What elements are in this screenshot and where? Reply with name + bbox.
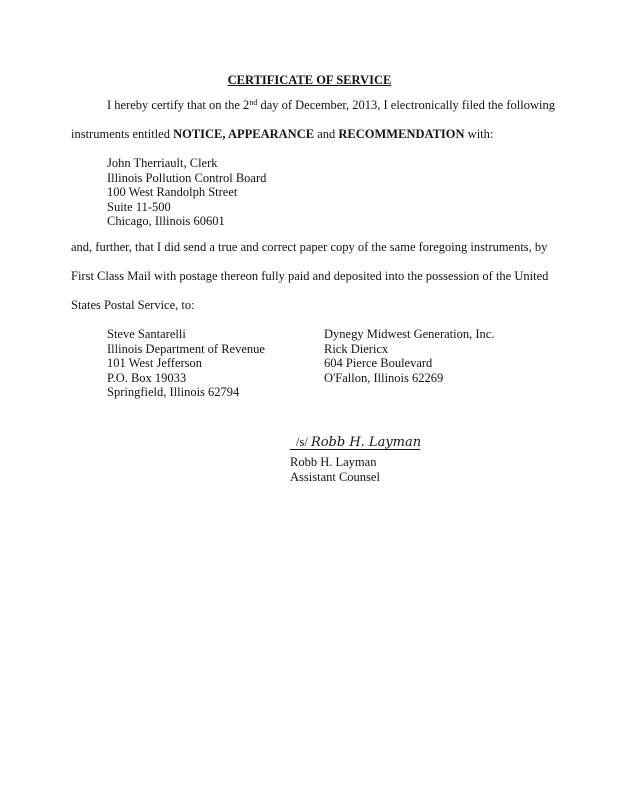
clerk-suite: Suite 11-500 <box>107 199 171 214</box>
further-line-1: and, further, that I did send a true and correct paper copy of the same foregoing instruments, by <box>71 240 548 254</box>
signer-role: Assistant Counsel <box>290 469 380 484</box>
instruments-text-1: instruments entitled <box>71 127 174 141</box>
recipient-right-block <box>324 327 494 385</box>
recipient-left-pobox: P.O. Box 19033 <box>107 370 187 385</box>
signature-line <box>290 449 420 450</box>
signer-block <box>290 455 380 484</box>
further-line-2: First Class Mail with postage thereon fully paid and deposited into the possession of the United <box>71 269 549 283</box>
intro-text-2: day of December, 2013, I electronically filed the following <box>257 98 555 112</box>
instruments-bold-1: NOTICE, APPEARANCE <box>173 127 315 141</box>
intro-line <box>107 98 555 113</box>
intro-text-1: I hereby certify that on the 2 <box>107 98 250 112</box>
clerk-city: Chicago, Illinois 60601 <box>107 214 225 229</box>
signature-mark <box>296 435 421 450</box>
clerk-street: 100 West Randolph Street <box>107 185 238 200</box>
further-line-3: States Postal Service, to: <box>71 298 195 312</box>
signature-script: Robb H. Layman <box>310 435 422 450</box>
recipient-left-block <box>107 327 265 400</box>
recipient-left-street: 101 West Jefferson <box>107 356 203 371</box>
recipient-left-city: Springfield, Illinois 62794 <box>107 385 240 400</box>
recipient-left-name: Steve Santarelli <box>107 327 186 341</box>
recipient-right-street: 604 Pierce Boulevard <box>324 356 433 371</box>
recipient-right-name: Rick Diericx <box>324 341 389 356</box>
signature-prefix: /s/ <box>296 435 308 449</box>
instruments-line <box>71 127 493 142</box>
instruments-text-2: and <box>314 127 339 141</box>
recipient-left-organization: Illinois Department of Revenue <box>107 341 265 356</box>
instruments-bold-2: RECOMMENDATION <box>338 127 465 141</box>
page-title: CERTIFICATE OF SERVICE <box>227 73 392 87</box>
recipient-right-company: Dynegy Midwest Generation, Inc. <box>324 327 495 341</box>
signer-name: Robb H. Layman <box>290 455 377 469</box>
recipient-right-city: O'Fallon, Illinois 62269 <box>324 370 444 385</box>
intro-superscript: nd <box>249 98 258 107</box>
clerk-address-block <box>107 156 266 229</box>
instruments-text-3: with: <box>464 127 494 141</box>
clerk-organization: Illinois Pollution Control Board <box>107 170 267 185</box>
clerk-name: John Therriault, Clerk <box>107 156 218 170</box>
